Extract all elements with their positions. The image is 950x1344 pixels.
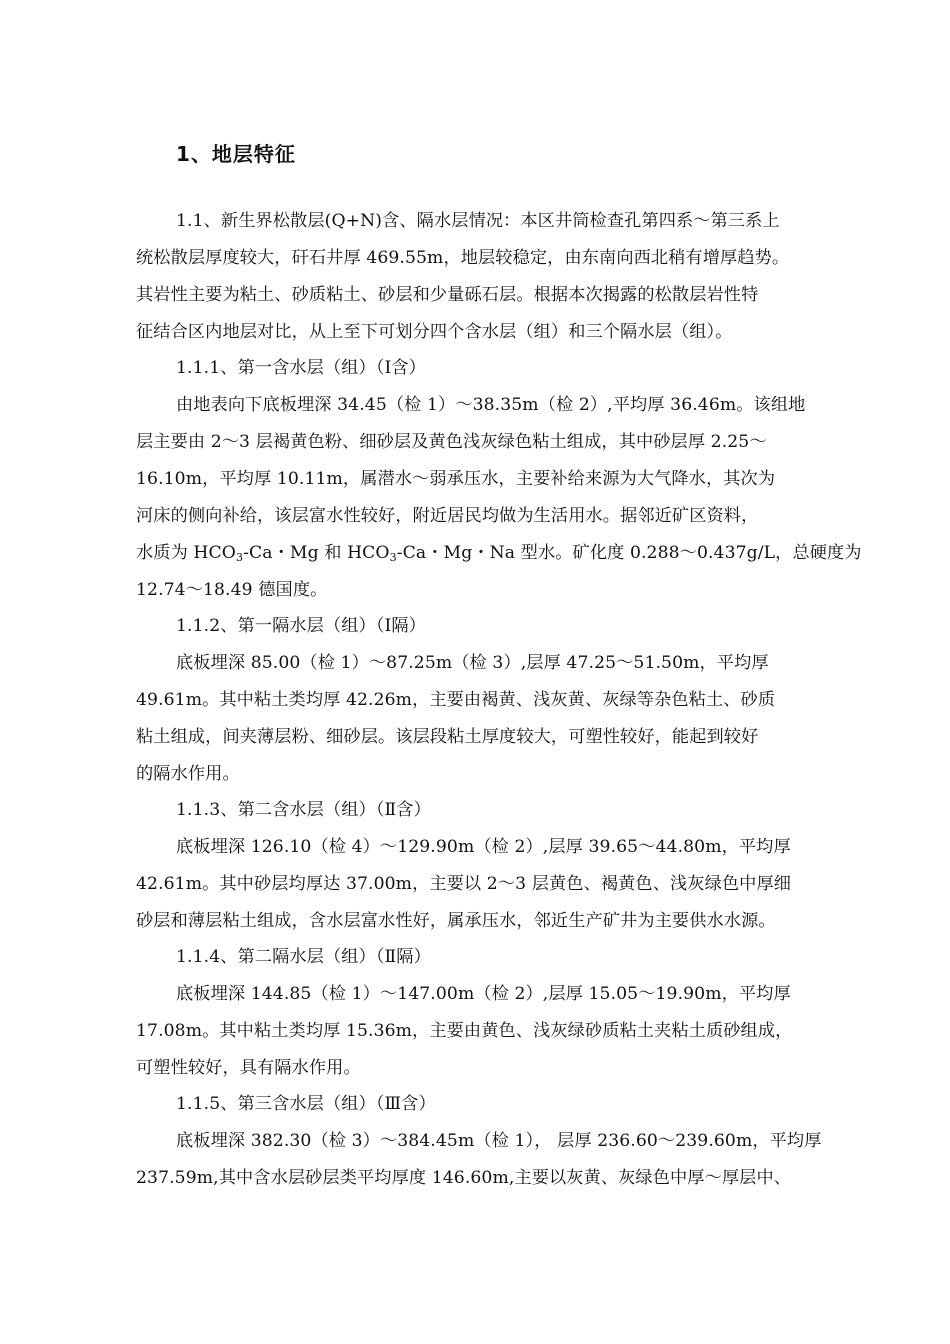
paragraph-line: 由地表向下底板埋深 34.45（检 1）～38.35m（检 2）,平均厚 36.46m。该组地 — [176, 395, 806, 415]
paragraph-line: 1.1、新生界松散层(Q+N)含、隔水层情况：本区井筒检查孔第四系～第三系上 — [176, 211, 780, 231]
paragraph-line: 16.10m，平均厚 10.11m，属潜水～弱承压水，主要补给来源为大气降水，其次为 — [136, 469, 776, 489]
subscript: 3 — [235, 551, 244, 564]
paragraph-line: 12.74～18.49 德国度。 — [136, 580, 328, 600]
paragraph-line: 49.61m。其中粘土类均厚 42.26m，主要由褐黄、浅灰黄、灰绿等杂色粘土、砂质 — [136, 690, 776, 710]
paragraph-line: 砂层和薄层粘土组成，含水层富水性好，属承压水，邻近生产矿井为主要供水水源。 — [136, 911, 776, 931]
subsection-title: 1.1.3、第二含水层（组）（Ⅱ含） — [176, 800, 431, 820]
paragraph-line: 底板埋深 126.10（检 4）～129.90m（检 2）,层厚 39.65～44.80m，平均厚 — [176, 837, 791, 857]
paragraph-line: 底板埋深 85.00（检 1）～87.25m（检 3）,层厚 47.25～51.50m，平均厚 — [176, 653, 769, 673]
paragraph-line: 底板埋深 144.85（检 1）～147.00m（检 2）,层厚 15.05～19.90m，平均厚 — [176, 984, 791, 1004]
paragraph-line: 征结合区内地层对比，从上至下可划分四个含水层（组）和三个隔水层（组）。 — [136, 322, 733, 342]
paragraph-line: 底板埋深 382.30（检 3）～384.45m（检 1）， 层厚 236.60～239.60m，平均厚 — [176, 1131, 822, 1151]
subsection-title: 1.1.1、第一含水层（组）（Ⅰ含） — [176, 358, 426, 378]
paragraph-line: 42.61m。其中砂层均厚达 37.00m，主要以 2～3 层黄色、褐黄色、浅灰绿色中厚细 — [136, 874, 792, 894]
paragraph-line: 237.59m,其中含水层砂层类平均厚度 146.60m,主要以灰黄、灰绿色中厚～厚层中、 — [136, 1168, 792, 1188]
text-run: -Ca・Mg 和 HCO — [243, 543, 390, 563]
subscript: 3 — [389, 551, 397, 564]
section-heading: 1、地层特征 — [176, 142, 296, 166]
paragraph-line: 的隔水作用。 — [136, 764, 240, 784]
paragraph-line: 17.08m。其中粘土类均厚 15.36m，主要由黄色、浅灰绿砂质粘土夹粘土质砂组成， — [136, 1021, 793, 1041]
subsection-title: 1.1.2、第一隔水层（组）（Ⅰ隔） — [176, 616, 426, 636]
paragraph-line: 粘土组成，间夹薄层粉、细砂层。该层段粘土厚度较大，可塑性较好，能起到较好 — [136, 727, 759, 747]
subsection-title: 1.1.5、第三含水层（组）（Ⅲ含） — [176, 1094, 436, 1114]
paragraph-line: 层主要由 2～3 层褐黄色粉、细砂层及黄色浅灰绿色粘土组成，其中砂层厚 2.25～ — [136, 432, 767, 452]
text-run: 水质为 HCO — [136, 543, 236, 563]
paragraph-line: 可塑性较好，具有隔水作用。 — [136, 1058, 361, 1078]
subsection-title: 1.1.4、第二隔水层（组）（Ⅱ隔） — [176, 947, 431, 967]
water-chemistry-line — [136, 541, 862, 565]
paragraph-line: 河床的侧向补给，该层富水性较好，附近居民均做为生活用水。据邻近矿区资料， — [136, 506, 759, 526]
paragraph-line: 统松散层厚度较大，矸石井厚 469.55m，地层较稳定，由东南向西北稍有增厚趋势。 — [136, 248, 790, 268]
text-run: -Ca・Mg・Na 型水。矿化度 0.288～0.437g/L，总硬度为 — [396, 543, 862, 563]
paragraph-line: 其岩性主要为粘土、砂质粘土、砂层和少量砾石层。根据本次揭露的松散层岩性特 — [136, 285, 759, 305]
